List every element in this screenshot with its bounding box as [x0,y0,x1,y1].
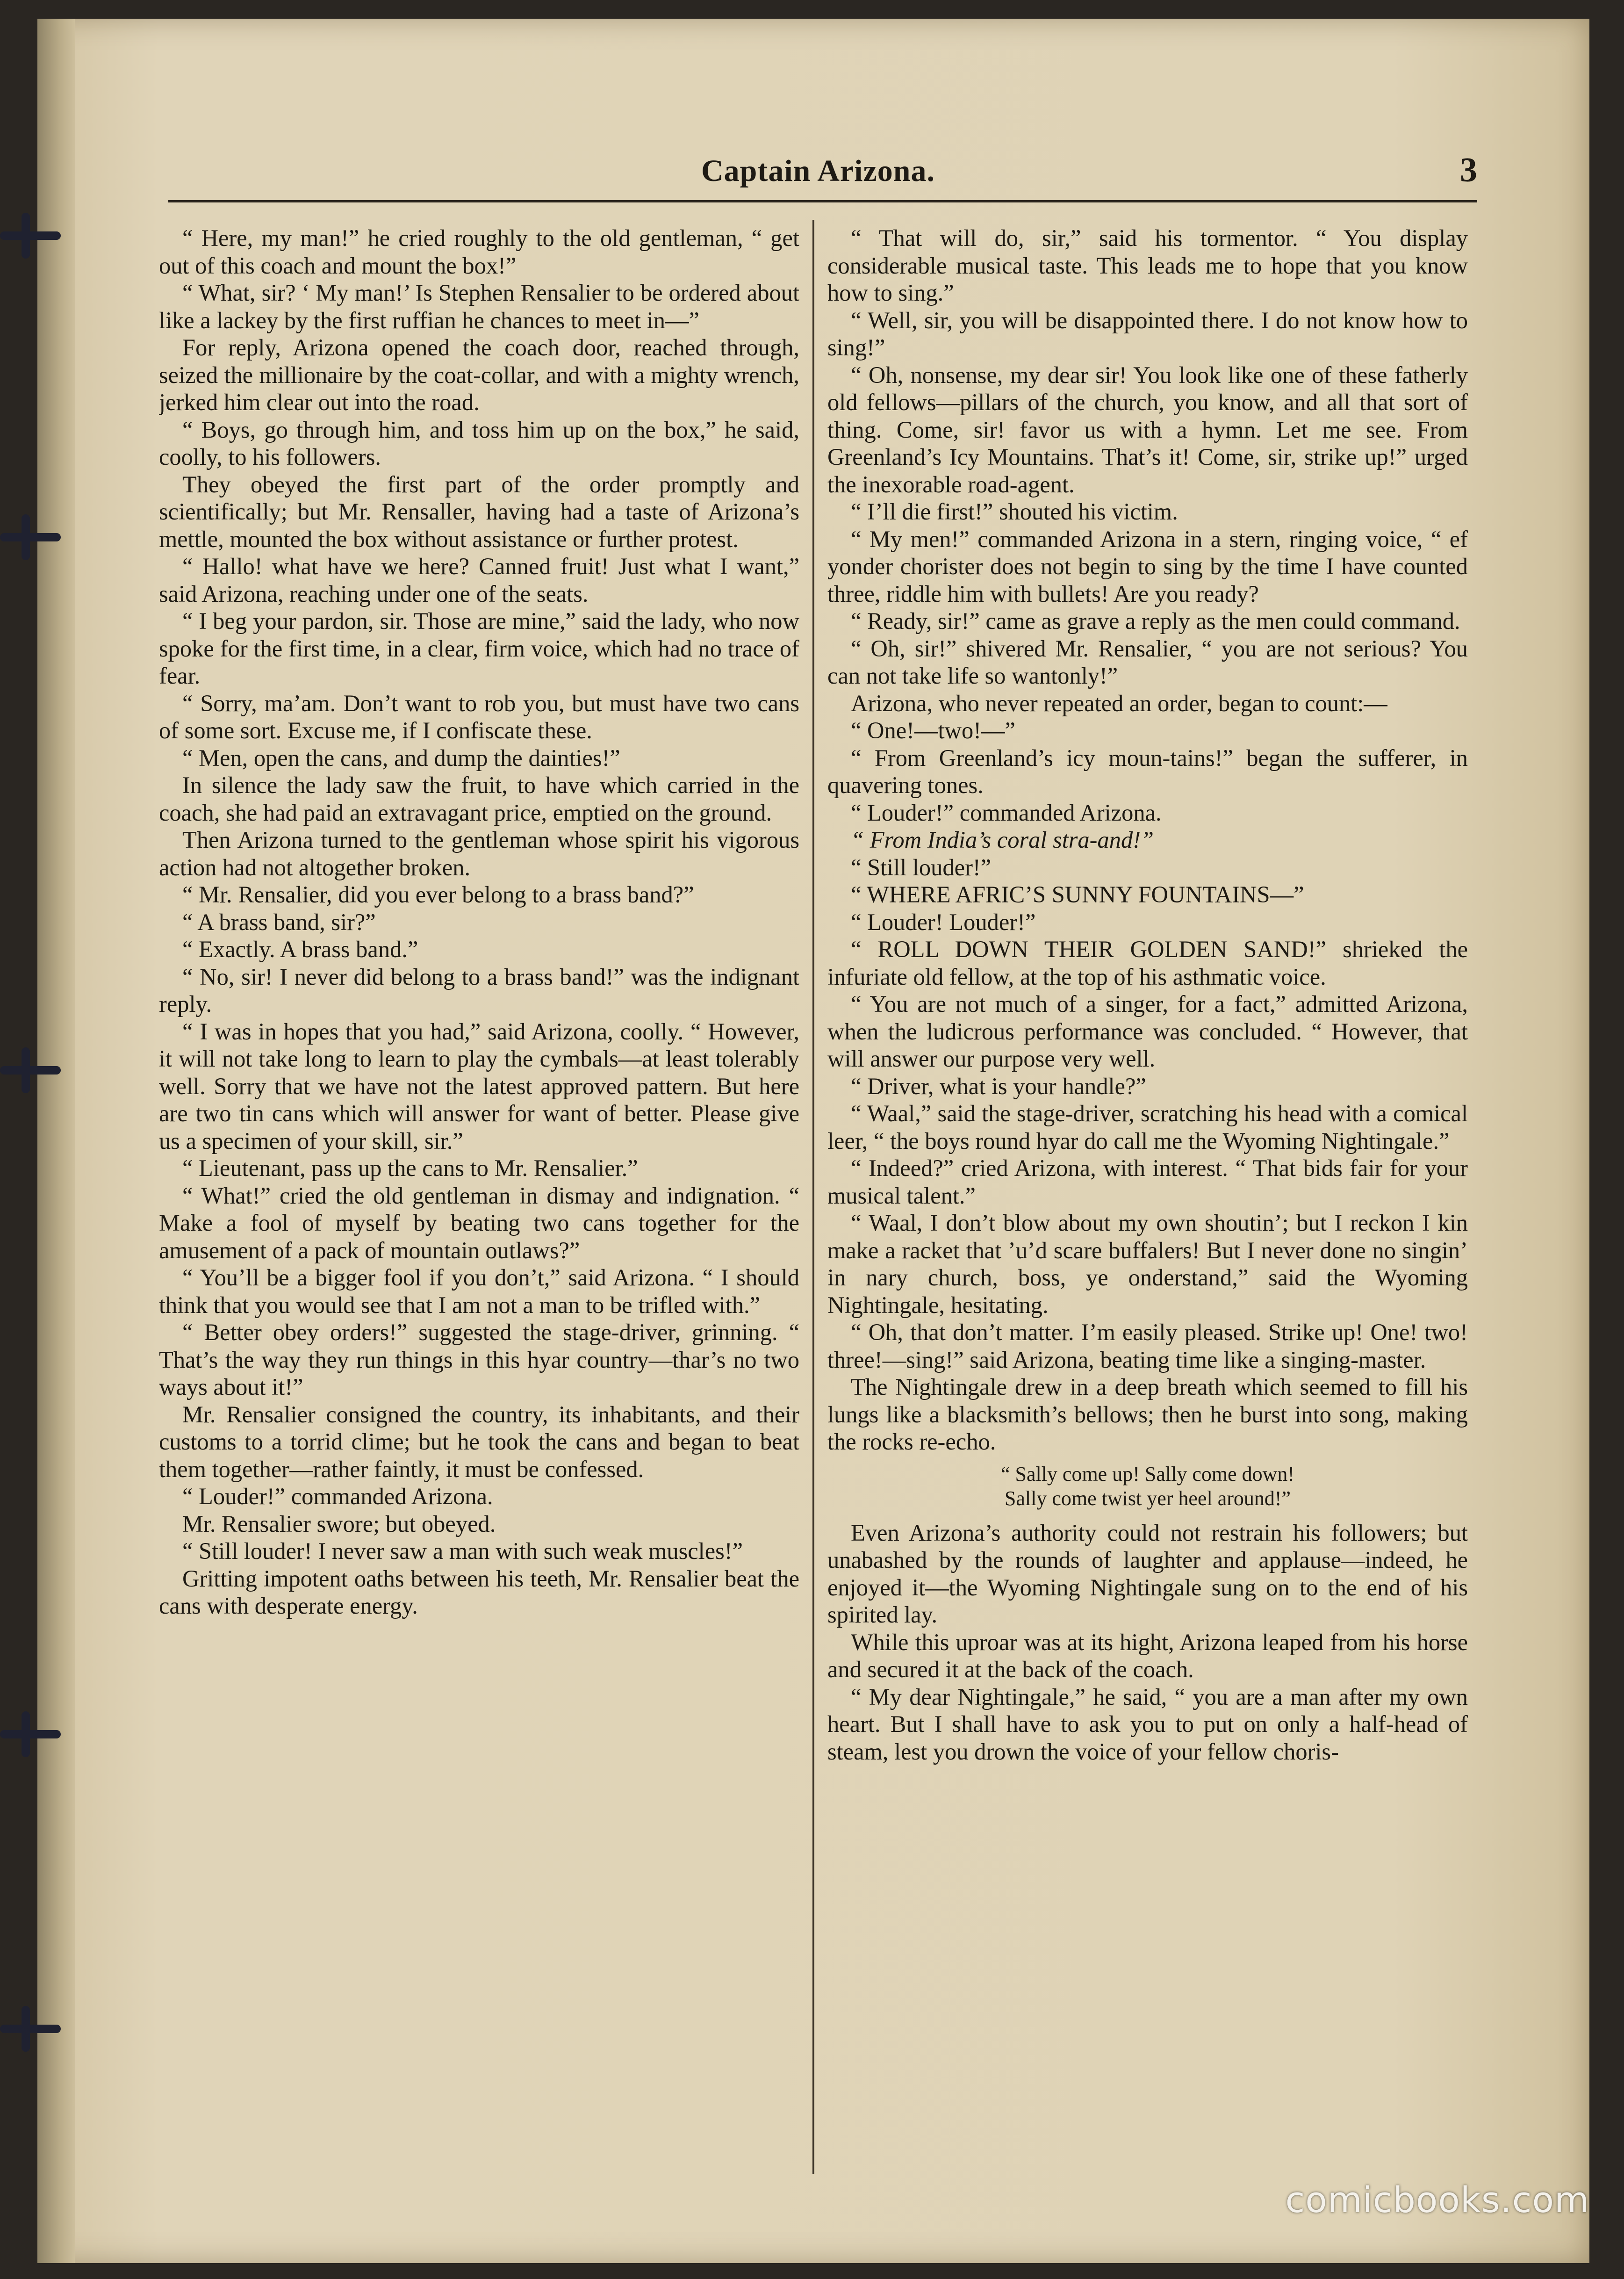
paragraph: “ You are not much of a singer, for a fact,” admitted Arizona, when the ludicrous performance was concluded. “ However, that will answer our purpose very well. [827,991,1468,1072]
paragraph: “ One!—two!—” [851,717,1015,743]
binding-stitch [0,2025,61,2033]
paragraph: The Nightingale drew in a deep breath which seemed to fill his lungs like a blacksmith’s bellows; then he burst into song, making the rocks re-echo. [827,1374,1468,1455]
binding-stitch [0,231,61,240]
watermark: comicbooks.com [1285,2179,1589,2221]
paragraph: “ Oh, nonsense, my dear sir! You look like one of these fatherly old fellows—pillars of the church, you know, and all that sort of thing. Come, sir! favor us with a hymn. Let me see. From Greenland’s Icy Mountains. That’s it! Come, sir, strike up!” urged the inexorable road-agent. [827,361,1468,498]
paragraph: “ Boys, go through him, and toss him up on the box,” he said, coolly, to his followers. [159,416,799,470]
binding-stitch [0,533,61,541]
paragraph: “ You’ll be a bigger fool if you don’t,” said Arizona. “ I should think that you would see that I am not a man to be trifled with.” [159,1264,799,1318]
paragraph: “ Waal, I don’t blow about my own shoutin’; but I reckon I kin make a racket that ’u’d scare buffalers! But I never done no singin’ in nary church, boss, ye onderstand,” said the Wyoming Nightingale, hesitating. [827,1210,1468,1318]
paragraph: While this uproar was at its hight, Arizona leaped from his horse and secured it at the back of the coach. [827,1629,1468,1682]
paragraph: “ Oh, sir!” shivered Mr. Rensalier, “ you are not serious? You can not take life so wantonly!” [827,635,1468,689]
paragraph: For reply, Arizona opened the coach door, reached through, seized the millionaire by the coat-collar, and with a mighty wrench, jerked him clear out into the road. [159,334,799,415]
binding-stitch [0,1730,61,1738]
paragraph: “ WHERE AFRIC’S SUNNY FOUNTAINS—” [851,881,1304,908]
paragraph: “ Oh, that don’t matter. I’m easily pleased. Strike up! One! two! three!—sing!” said Arizona, beating time like a singing-master. [827,1319,1468,1373]
paragraph: “ ROLL DOWN THEIR GOLDEN SAND!” shrieked the infuriate old fellow, at the top of his asthmatic voice. [827,936,1468,990]
paragraph: “ My men!” commanded Arizona in a stern, ringing voice, “ ef yonder chorister does not begin to sing by the time I have counted three, riddle him with bullets! Are you ready? [827,526,1468,607]
song-lyrics [827,1462,1468,1511]
paragraph: “ I was in hopes that you had,” said Arizona, coolly. “ However, it will not take long to learn to play the cymbals—at least tolerably well. Sorry that we have not the latest approved pattern. But here are two tin cans which will answer for want of better. Please give us a specimen of your skill, sir.” [159,1018,799,1154]
text-column-left [159,224,799,2188]
paragraph: Then Arizona turned to the gentleman whose spirit his vigorous action had not altogether broken. [159,827,799,880]
paragraph: “ What!” cried the old gentleman in dismay and indignation. “ Make a fool of myself by beating two cans together for the amusement of a pack of mountain outlaws?” [159,1182,799,1263]
running-title: Captain Arizona. [701,154,935,188]
paragraph: “ Well, sir, you will be disappointed there. I do not know how to sing!” [827,307,1468,361]
paragraph: Arizona, who never repeated an order, began to count:— [851,690,1387,716]
paragraph: “ Exactly. A brass band.” [182,936,418,962]
binding-stitch [0,1066,61,1075]
paragraph: Mr. Rensalier swore; but obeyed. [182,1510,496,1537]
paragraph: “ Louder!” commanded Arizona. [182,1483,493,1509]
paragraph: “ Hallo! what have we here? Canned fruit! Just what I want,” said Arizona, reaching under one of the seats. [159,553,799,607]
paragraph: “ That will do, sir,” said his tormentor. “ You display considerable musical taste. This leads me to hope that you know how to sing.” [827,225,1468,306]
paragraph: “ No, sir! I never did belong to a brass band!” was the indignant reply. [159,963,799,1017]
paragraph: “ Louder!” commanded Arizona. [851,799,1162,826]
paragraph: “ My dear Nightingale,” he said, “ you are a man after my own heart. But I shall have to ask you to put on only a half-head of steam, lest you drown the voice of your fellow choris- [827,1683,1468,1765]
paragraph: Gritting impotent oaths between his teeth, Mr. Rensalier beat the cans with desperate energy. [159,1565,799,1619]
text-column-right [827,224,1468,2188]
paragraph: “ Sorry, ma’am. Don’t want to rob you, but must have two cans of some sort. Excuse me, if I confiscate these. [159,690,799,743]
paragraph: “ Still louder!” [851,854,992,880]
paragraph: “ Driver, what is your handle?” [851,1073,1146,1099]
page-binding [37,19,75,2263]
paragraph: “ From Greenland’s icy moun-tains!” began the sufferer, in quavering tones. [827,744,1468,798]
paragraph: “ Waal,” said the stage-driver, scratching his head with a comical leer, “ the boys round hyar do call me the Wyoming Nightingale.” [827,1100,1468,1154]
paragraph: “ I’ll die first!” shouted his victim. [851,498,1178,525]
column-divider [812,220,814,2174]
paragraph: “ From India’s coral stra-and!” [851,827,1154,853]
paragraph: “ Here, my man!” he cried roughly to the old gentleman, “ get out of this coach and mount the box!” [159,225,799,279]
paragraph: Even Arizona’s authority could not restrain his followers; but unabashed by the rounds of laughter and applause—indeed, he enjoyed it—the Wyoming Nightingale sung on to the end of his spirited lay. [827,1519,1468,1628]
paragraph: “ A brass band, sir?” [182,909,376,935]
song-line: “ Sally come up! Sally come down! [1000,1462,1295,1486]
paragraph: “ I beg your pardon, sir. Those are mine,” said the lady, who now spoke for the first time, in a clear, firm voice, which had no trace of fear. [159,608,799,689]
paragraph: “ Men, open the cans, and dump the dainties!” [182,744,620,771]
page-number: 3 [1460,151,1477,189]
paragraph: In silence the lady saw the fruit, to have which carried in the coach, she had paid an extravagant price, emptied on the ground. [159,772,799,826]
paragraph: “ Louder! Louder!” [851,909,1036,935]
header-rule [168,200,1477,202]
paragraph: “ Ready, sir!” came as grave a reply as the men could command. [851,608,1460,634]
paragraph: “ Better obey orders!” suggested the stage-driver, grinning. “ That’s the way they run things in this hyar country—thar’s no two ways about it!” [159,1319,799,1400]
song-line: Sally come twist yer heel around!” [1004,1486,1291,1510]
paragraph: “ Still louder! I never saw a man with such weak muscles!” [182,1538,743,1564]
paragraph: Mr. Rensalier consigned the country, its inhabitants, and their customs to a torrid clime; but he took the cans and began to beat them together—rather faintly, it must be confessed. [159,1401,799,1482]
paragraph: “ Lieutenant, pass up the cans to Mr. Rensalier.” [182,1155,638,1181]
paragraph: “ Mr. Rensalier, did you ever belong to a brass band?” [182,881,694,908]
paragraph: “ What, sir? ‘ My man!’ Is Stephen Rensalier to be ordered about like a lackey by the first ruffian he chances to meet in—” [159,280,799,333]
running-head [159,140,1477,206]
paragraph: They obeyed the first part of the order promptly and scientifically; but Mr. Rensaller, having had a taste of Arizona’s mettle, mounted the box without assistance or further protest. [159,471,799,552]
paragraph: “ Indeed?” cried Arizona, with interest. “ That bids fair for your musical talent.” [827,1155,1468,1209]
